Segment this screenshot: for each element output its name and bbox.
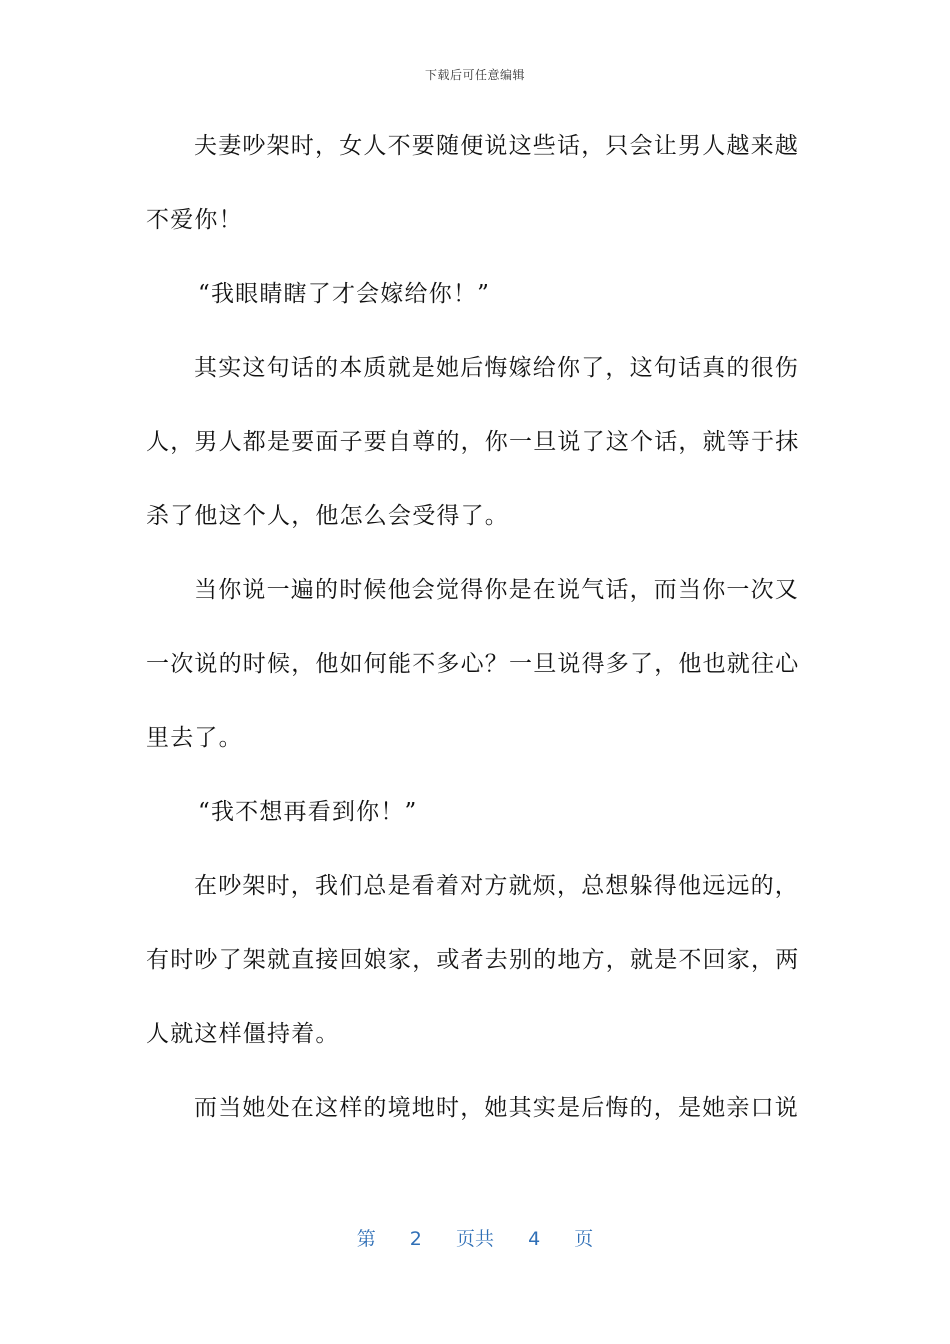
page-suffix: 页 [574,1228,594,1250]
paragraph-line: 而当她处在这样的境地时，她其实是后悔的，是她亲口说 [194,1095,799,1121]
quote-line: “我不想再看到你！” [198,799,418,825]
page-number-footer [0,1224,950,1251]
paragraph-line: 不爱你！ [146,207,243,233]
page-mid: 页共 [455,1228,494,1250]
paragraph-line: 人就这样僵持着。 [146,1021,340,1047]
page-total: 4 [528,1228,541,1250]
paragraph-line: 在吵架时，我们总是看着对方就烦，总想躲得他远远的， [194,873,799,899]
paragraph-line: 一次说的时候，他如何能不多心？一旦说得多了，他也就往心 [146,651,800,677]
paragraph-line: 当你说一遍的时候他会觉得你是在说气话，而当你一次又 [194,577,799,603]
page-prefix: 第 [356,1228,376,1250]
paragraph-line: 夫妻吵架时，女人不要随便说这些话，只会让男人越来越 [194,133,799,159]
paragraph-line: 其实这句话的本质就是她后悔嫁给你了，这句话真的很伤 [194,355,799,381]
header-note: 下载后可任意编辑 [424,68,525,82]
paragraph-line: 有时吵了架就直接回娘家，或者去别的地方，就是不回家，两 [146,947,800,973]
paragraph-line: 人，男人都是要面子要自尊的，你一旦说了这个话，就等于抹 [146,429,800,455]
quote-line: “我眼睛瞎了才会嫁给你！” [198,281,491,307]
paragraph-line: 里去了。 [146,725,243,751]
page-current: 2 [409,1228,422,1250]
paragraph-line: 杀了他这个人，他怎么会受得了。 [146,503,509,529]
